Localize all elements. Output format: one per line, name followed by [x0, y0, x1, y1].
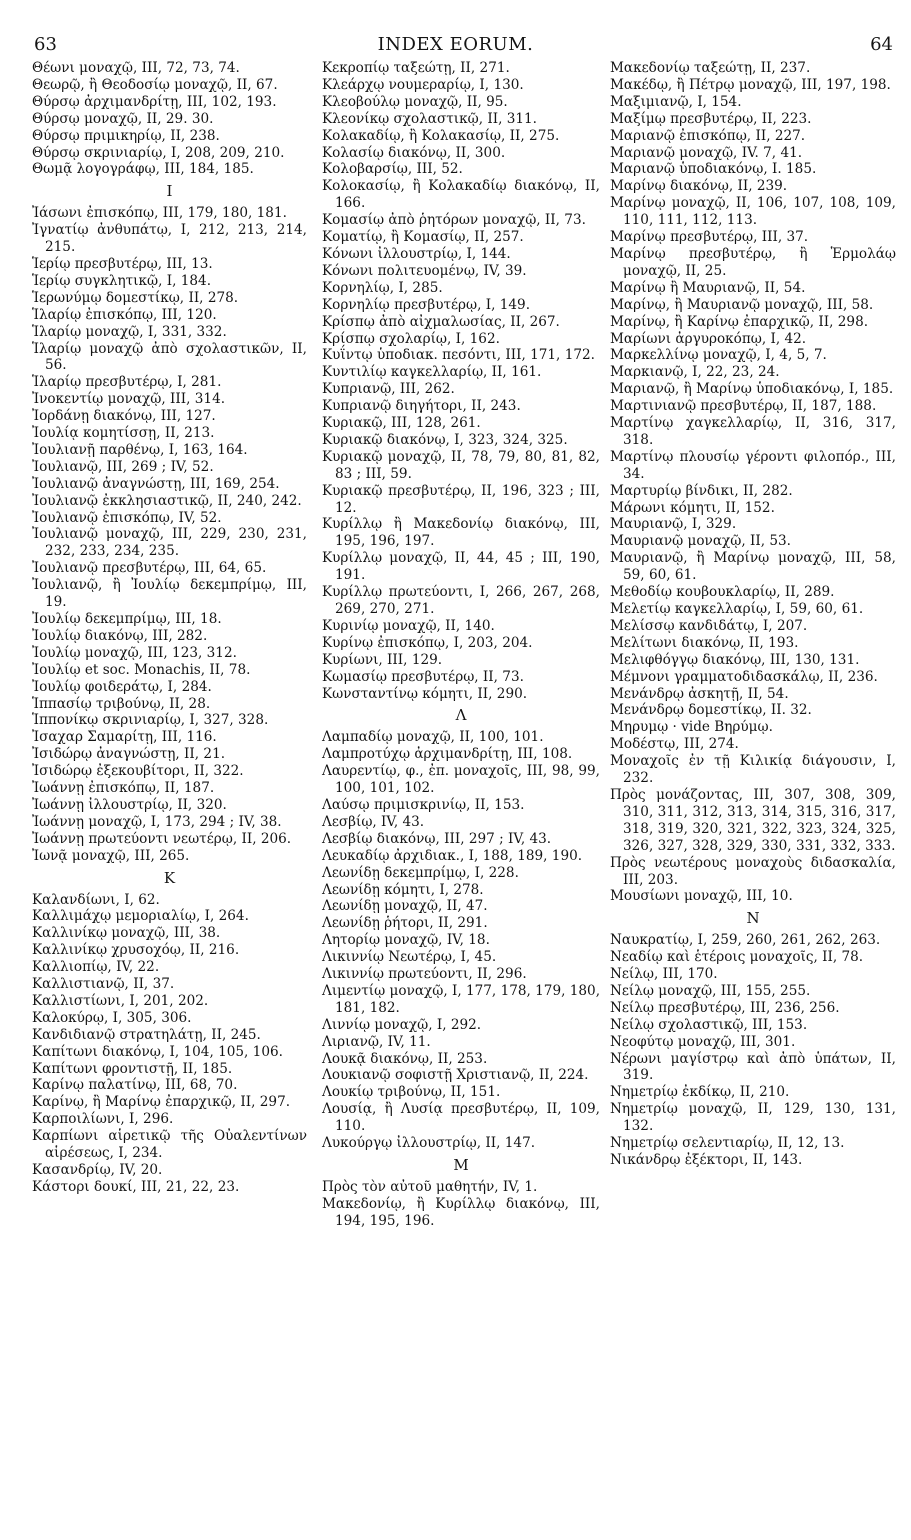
index-entry: Κλεονίκῳ σχολαστικῷ, II, 311. — [322, 110, 537, 127]
index-entry: Λεωνίδῃ κόμητι, I, 278. — [322, 881, 484, 898]
index-entry: Θύρσῳ μοναχῷ, II, 29. 30. — [32, 110, 214, 127]
index-entry: Νημετρίῳ ἐκδίκῳ, II, 210. — [610, 1084, 790, 1101]
index-entry: Ἰουλιανῷ πρεσβυτέρῳ, III, 64, 65. — [32, 560, 267, 577]
index-entry: Κλεάρχῳ νουμεραρίῳ, I, 130. — [322, 76, 524, 93]
index-entry: Κορνηλίῳ πρεσβυτέρῳ, I, 149. — [322, 296, 531, 313]
index-entry: Ἰωνᾷ μοναχῷ, III, 265. — [32, 847, 190, 864]
index-entry: Μαρίνῳ πρεσβυτέρῳ, ἢ Ἑρμολάῳ μοναχῷ, II, 25. — [610, 245, 896, 279]
index-entry: Μαξίμῳ πρεσβυτέρῳ, II, 223. — [610, 110, 812, 127]
index-entry: Μαριανῷ μοναχῷ, IV. 7, 41. — [610, 144, 803, 161]
index-entry: Καλλιοπίῳ, IV, 22. — [32, 959, 160, 976]
index-entry: Ἱλαρίῳ ἐπισκόπῳ, III, 120. — [32, 306, 217, 323]
index-entry: Νεαδίῳ καὶ ἑτέροις μοναχοῖς, II, 78. — [610, 949, 864, 966]
index-entry: Κασανδρίῳ, IV, 20. — [32, 1162, 163, 1178]
running-head — [0, 0, 911, 60]
index-entry: Λεωνίδῃ μοναχῷ, II, 47. — [322, 898, 488, 915]
index-entry: Κυρίωνι, III, 129. — [322, 651, 443, 668]
index-column-2 — [322, 60, 600, 1230]
index-entry: Μακεδονίῳ, ἢ Κυρίλλῳ διακόνῳ, III, 194, 195, 196. — [322, 1195, 600, 1229]
index-entry: Ἱππασίῳ τριβούνῳ, II, 28. — [32, 695, 211, 712]
index-entry: Κολοβαρσίῳ, III, 52. — [322, 161, 463, 178]
index-entry: Μακεδονίῳ ταξεώτῃ, II, 237. — [610, 60, 811, 76]
index-entry: Λουσίᾳ, ἢ Λυσίᾳ πρεσβυτέρῳ, II, 109, 110. — [322, 1101, 600, 1135]
index-entry: Νείλῳ σχολαστικῷ, III, 153. — [610, 1016, 808, 1033]
index-entry: Ἰουλίῳ διακόνῳ, III, 282. — [32, 627, 208, 644]
index-entry: Λουκίῳ τριβούνῳ, II, 151. — [322, 1084, 501, 1101]
index-entry: Κόνωνι ἰλλουστρίῳ, I, 144. — [322, 245, 511, 262]
index-entry: Μαρτυρίῳ βίνδικι, II, 282. — [610, 482, 793, 499]
index-entry: Μηρυμῳ · vide Βηρύμῳ. — [610, 719, 773, 736]
letter-heading: I — [166, 182, 173, 201]
index-entry: Κυπριανῷ, III, 262. — [322, 381, 455, 398]
index-entry: Μουσίωνι μοναχῷ, III, 10. — [610, 888, 793, 905]
index-entry: Μαρτινιανῷ πρεσβυτέρῳ, II, 187, 188. — [610, 398, 877, 415]
index-entry: Μαυριανῷ μοναχῷ, II, 53. — [610, 533, 791, 550]
index-entry: Ἱλαρίῳ μοναχῷ, I, 331, 332. — [32, 323, 227, 340]
index-entry: Κυρινίῳ μοναχῷ, II, 140. — [322, 617, 495, 634]
index-entry: Ἰωάννῃ ἐπισκόπῳ, II, 187. — [32, 780, 215, 797]
index-entry: Λιριανῷ, IV, 11. — [322, 1033, 431, 1050]
index-entry: Μαρκιανῷ, I, 22, 23, 24. — [610, 364, 780, 381]
index-entry: Λευκαδίῳ ἀρχιδιακ., I, 188, 189, 190. — [322, 847, 583, 864]
index-entry: Νικάνδρῳ ἐξέκτορι, II, 143. — [610, 1152, 803, 1168]
index-entry: Κλεοβούλῳ μοναχῷ, II, 95. — [322, 93, 508, 110]
index-entry: Μαρτίνῳ χαγκελλαρίῳ, II, 316, 317, 318. — [610, 415, 896, 448]
index-entry: Μελίτωνι διακόνῳ, II, 193. — [610, 634, 799, 651]
index-entry: Καλανδίωνι, I, 62. — [32, 891, 160, 908]
index-entry: Μαυριανῷ, ἢ Μαρίνῳ μοναχῷ, III, 58, 59, 60, 61. — [610, 550, 896, 584]
index-entry: Ἰσαχαρ Σαμαρίτῃ, III, 116. — [32, 729, 217, 746]
index-entry: Μέμνονι γραμματοδιδασκάλῳ, II, 236. — [610, 668, 878, 685]
index-entry: Λεσβίῳ διακόνῳ, III, 297 ; IV, 43. — [322, 830, 552, 847]
index-entry: Λικιννίῳ Νεωτέρῳ, I, 45. — [322, 949, 497, 966]
index-entry: Μοδέστῳ, III, 274. — [610, 736, 739, 753]
index-entry: Μαρίνῳ πρεσβυτέρῳ, III, 37. — [610, 229, 809, 246]
index-entry: Ἰουλίῳ δεκεμπρίμῳ, III, 18. — [32, 611, 222, 627]
letter-heading: K — [163, 868, 176, 887]
index-entry: Ἱερωνύμῳ δομεστίκῳ, II, 278. — [32, 289, 239, 306]
index-entry: Ἰουλιανῷ μοναχῷ, III, 229, 230, 231, 232, 233, 234, 235. — [32, 526, 307, 560]
index-entry: Μενάνδρῳ ἀσκητῇ, II, 54. — [610, 685, 789, 702]
index-entry: Λικιννίῳ πρωτεύοντι, II, 296. — [322, 966, 527, 983]
index-entry: Θύρσῳ ἀρχιμανδρίτῃ, III, 102, 193. — [32, 93, 277, 110]
index-entry: Μελετίῳ καγκελλαρίῳ, I, 59, 60, 61. — [610, 601, 864, 617]
index-entry: Κανδιδιανῷ στρατηλάτῃ, II, 245. — [32, 1026, 261, 1043]
index-entry: Μενάνδρῳ δομεστίκῳ, II. 32. — [610, 702, 812, 719]
index-entry: Κυρίνῳ ἐπισκόπῳ, I, 203, 204. — [322, 634, 533, 651]
index-entry: Λεσβίῳ, IV, 43. — [322, 813, 425, 830]
index-entry: Μαρίνῳ, ἢ Καρίνῳ ἐπαρχικῷ, II, 298. — [610, 313, 869, 330]
index-entry: Μαυριανῷ, I, 329. — [610, 516, 737, 533]
index-entry: Ἰνοκεντίῳ μοναχῷ, III, 314. — [32, 391, 226, 408]
index-entry: Νημετρίῳ σελεντιαρίῳ, II, 12, 13. — [610, 1135, 845, 1152]
index-entry: Νημετρίῳ μοναχῷ, II, 129, 130, 131, 132. — [610, 1101, 896, 1135]
index-entry: Κόνωνι πολιτευομένῳ, IV, 39. — [322, 262, 527, 279]
index-entry: Ἰουλιανῷ, III, 269 ; IV, 52. — [32, 458, 214, 475]
index-entry: Μαρίωνι ἀργυροκόπῳ, I, 42. — [610, 330, 807, 347]
index-entry: Μαρτίνῳ πλουσίῳ γέροντι φιλοπόρ., III, 34. — [610, 448, 896, 482]
index-entry: Θύρσῳ σκρινιαρίῳ, I, 208, 209, 210. — [32, 144, 285, 161]
index-entry: Καλλιστιανῷ, II, 37. — [32, 976, 175, 993]
index-entry: Καλοκύρῳ, I, 305, 306. — [32, 1009, 192, 1026]
index-entry: Κυΐντῳ ὑποδιακ. πεσόντι, III, 171, 172. — [322, 347, 595, 364]
index-entry: Ἰγνατίῳ ἀνθυπάτῳ, I, 212, 213, 214, 215. — [32, 222, 307, 256]
index-entry: Λεωνίδῃ ῥήτορι, II, 291. — [322, 915, 488, 932]
letter-heading: Λ — [455, 706, 467, 725]
index-entry: Λαύσῳ πριμισκρινίῳ, II, 153. — [322, 796, 525, 813]
index-entry: Νείλῳ πρεσβυτέρῳ, III, 236, 256. — [610, 999, 840, 1016]
index-entry: Μελιφθόγγῳ διακόνῳ, III, 130, 131. — [610, 651, 860, 668]
index-entry: Θέωνι μοναχῷ, III, 72, 73, 74. — [32, 60, 240, 76]
index-entry: Λουκᾷ διακόνῳ, II, 253. — [322, 1050, 488, 1067]
index-entry: Νείλῳ μοναχῷ, III, 155, 255. — [610, 982, 811, 999]
index-entry: Ἰουλίῳ μοναχῷ, III, 123, 312. — [32, 644, 237, 661]
index-entry: Κυρίλλῳ πρωτεύοντι, I, 266, 267, 268, 269, 270, 271. — [322, 584, 600, 617]
index-entry: Μακέδῳ, ἢ Πέτρῳ μοναχῷ, III, 197, 198. — [610, 76, 891, 93]
index-entry: Κρίσπῳ σχολαρίῳ, I, 162. — [322, 330, 500, 347]
index-entry: Καπίτωνι φροντιστῇ, II, 185. — [32, 1060, 233, 1077]
index-entry: Κεκροπίῳ ταξεώτῃ, II, 271. — [322, 60, 510, 76]
index-entry: Μάρωνι κόμητι, II, 152. — [610, 499, 775, 516]
index-entry: Ἱλαρίῳ πρεσβυτέρῳ, I, 281. — [32, 374, 222, 391]
index-entry: Μεθοδίῳ κουβουκλαρίῳ, II, 289. — [610, 584, 835, 601]
page-title: INDEX EORUM. — [377, 34, 534, 55]
letter-heading: N — [746, 909, 760, 928]
index-entry: Ἰουλιανῷ, ἢ Ἰουλίῳ δεκεμπρίμῳ, III, 19. — [32, 577, 307, 611]
index-entry: Κυπριανῷ διηγήτορι, II, 243. — [322, 398, 521, 415]
index-entry: Κυντιλίῳ καγκελλαρίῳ, II, 161. — [322, 364, 542, 381]
index-column-3 — [610, 60, 896, 1169]
index-entry: Λαμπροτύχῳ ἀρχιμανδρίτῃ, III, 108. — [322, 746, 573, 763]
index-entry: Καλλινίκῳ χρυσοχόῳ, II, 216. — [32, 942, 240, 959]
index-entry: Ἰουλιανῇ παρθένῳ, I, 163, 164. — [32, 441, 248, 458]
index-entry: Κοματίῳ, ἢ Κομασίῳ, II, 257. — [322, 229, 524, 246]
index-entry: Ἰουλίῳ φοιδεράτῳ, I, 284. — [32, 678, 212, 695]
index-entry: Κολασίῳ διακόνῳ, II, 300. — [322, 144, 506, 161]
index-entry: Καλλιστίωνι, I, 201, 202. — [32, 992, 209, 1009]
index-entry: Λαυρεντίῳ, φ., ἐπ. μοναχοῖς, III, 98, 99, 100, 101, 102. — [322, 763, 600, 797]
index-entry: Νεοφύτῳ μοναχῷ, III, 301. — [610, 1033, 796, 1050]
index-entry: Καπίτωνι διακόνῳ, I, 104, 105, 106. — [32, 1043, 283, 1060]
index-entry: Μοναχοῖς ἐν τῇ Κιλικίᾳ διάγουσιν, I, 232. — [610, 753, 896, 787]
index-entry: Πρὸς μονάζοντας, III, 307, 308, 309, 310, 311, 312, 313, 314, 315, 316, 317, 318, 319, 320, 321, 322, 323, 324, 325, 326, 327, 328, 329, 330, 331, 332, 333. — [610, 786, 896, 854]
index-entry: Κορνηλίῳ, I, 285. — [322, 279, 443, 296]
index-entry: Λαμπαδίῳ μοναχῷ, II, 100, 101. — [322, 729, 544, 746]
index-entry: Μαριανῷ ὑποδιακόνῳ, I. 185. — [610, 161, 817, 178]
index-entry: Ἰωάννῃ πρωτεύοντι νεωτέρῳ, II, 206. — [32, 830, 292, 847]
index-entry: Ἱερίῳ συγκλητικῷ, I, 184. — [32, 272, 212, 289]
index-entry: Ἰουλίῳ et soc. Monachis, II, 78. — [32, 661, 251, 678]
index-entry: Ἱλαρίῳ μοναχῷ ἀπὸ σχολαστικῶν, II, 56. — [32, 340, 307, 374]
index-entry: Καρίνῳ παλατίνῳ, III, 68, 70. — [32, 1077, 238, 1094]
page-number-right: 64 — [870, 34, 893, 55]
index-entry: Θεωρῷ, ἢ Θεοδοσίῳ μοναχῷ, II, 67. — [32, 76, 278, 93]
index-entry: Ἰορδάνῃ διακόνῳ, III, 127. — [32, 408, 216, 425]
index-entry: Μαρίνῳ, ἢ Μαυριανῷ μοναχῷ, III, 58. — [610, 296, 874, 313]
index-entry: Πρὸς νεωτέρους μοναχοὺς διδασκαλία, III, 203. — [610, 854, 896, 888]
index-entry: Θωμᾷ λογογράφῳ, III, 184, 185. — [32, 161, 254, 178]
index-entry: Λιννίῳ μοναχῷ, I, 292. — [322, 1016, 482, 1033]
index-entry: Κυρίλλῳ μοναχῷ, II, 44, 45 ; III, 190, 191. — [322, 550, 600, 584]
index-entry: Ἰωάννῃ μοναχῷ, I, 173, 294 ; IV, 38. — [32, 813, 282, 830]
index-entry: Ἰουλίᾳ κομητίσσῃ, II, 213. — [32, 425, 215, 442]
index-entry: Κυρίλλῳ ἢ Μακεδονίῳ διακόνῳ, III, 195, 196, 197. — [322, 516, 600, 550]
index-entry: Ἰουλιανῷ ἀναγνώστῃ, III, 169, 254. — [32, 475, 280, 492]
index-entry: Καρποιλίωνι, I, 296. — [32, 1111, 174, 1128]
index-entry: Πρὸς τὸν αὐτοῦ μαθητήν, IV, 1. — [322, 1178, 538, 1195]
index-entry: Ἰσιδώρῳ ἐξεκουβίτορι, II, 322. — [32, 763, 244, 780]
index-entry: Ἱππονίκῳ σκρινιαρίῳ, I, 327, 328. — [32, 712, 269, 729]
index-entry: Νέρωνι μαγίστρῳ καὶ ἀπὸ ὑπάτων, II, 319. — [610, 1050, 896, 1084]
index-entry: Λεωνίδῃ δεκεμπρίμῳ, I, 228. — [322, 864, 519, 881]
index-entry: Λιμεντίῳ μοναχῷ, I, 177, 178, 179, 180, 181, 182. — [322, 982, 601, 1016]
index-entry: Κυριακῷ πρεσβυτέρῳ, II, 196, 323 ; III, 12. — [322, 482, 600, 516]
index-entry: Ἰουλιανῷ ἐπισκόπῳ, IV, 52. — [32, 509, 222, 526]
index-entry: Κολοκασίῳ, ἢ Κολακαδίῳ διακόνῳ, II, 166. — [322, 178, 600, 212]
index-entry: Κωνσταντίνῳ κόμητι, II, 290. — [322, 685, 528, 702]
index-entry: Καλλινίκῳ μοναχῷ, III, 38. — [32, 925, 221, 942]
index-entry: Λυκούργῳ ἰλλουστρίῳ, II, 147. — [322, 1135, 536, 1152]
index-entry: Μαρίνῳ ἢ Μαυριανῷ, II, 54. — [610, 279, 806, 296]
index-entry: Καρίνῳ, ἢ Μαρίνῳ ἐπαρχικῷ, II, 297. — [32, 1094, 291, 1111]
index-entry: Ἰάσωνι ἐπισκόπῳ, III, 179, 180, 181. — [32, 205, 287, 222]
page-number-left: 63 — [34, 34, 57, 55]
index-entry: Ἰωάννῃ ἰλλουστρίῳ, II, 320. — [32, 796, 227, 813]
index-entry: Κυριακῷ, III, 128, 261. — [322, 415, 481, 432]
index-entry: Κυριακῷ μοναχῷ, II, 78, 79, 80, 81, 82, 83 ; III, 59. — [322, 448, 600, 482]
index-entry: Κομασίῳ ἀπὸ ῥητόρων μοναχῷ, II, 73. — [322, 212, 586, 229]
index-entry: Θύρσῳ πριμικηρίῳ, II, 238. — [32, 127, 220, 144]
index-entry: Μαριανῷ ἐπισκόπῳ, II, 227. — [610, 127, 806, 144]
index-entry: Μαρίνῳ μοναχῷ, II, 106, 107, 108, 109, 110, 111, 112, 113. — [610, 195, 896, 229]
index-entry: Κυριακῷ διακόνῳ, I, 323, 324, 325. — [322, 431, 568, 448]
index-entry: Λητορίῳ μοναχῷ, IV, 18. — [322, 932, 490, 949]
index-entry: Ναυκρατίῳ, I, 259, 260, 261, 262, 263. — [610, 932, 881, 949]
index-entry: Μαριανῷ, ἢ Μαρίνῳ ὑποδιακόνῳ, I, 185. — [610, 381, 894, 398]
index-entry: Κολακαδίῳ, ἢ Κολακασίῳ, II, 275. — [322, 127, 560, 144]
index-entry: Μαρκελλίνῳ μοναχῷ, I, 4, 5, 7. — [610, 347, 827, 364]
index-entry: Καρπίωνι αἱρετικῷ τῆς Οὐαλεντίνων αἱρέσεως, I, 234. — [32, 1128, 307, 1162]
index-entry: Ἰουλιανῷ ἐκκλησιαστικῷ, II, 240, 242. — [32, 492, 302, 509]
index-entry: Μελίσσῳ κανδιδάτῳ, I, 207. — [610, 617, 808, 634]
index-column-1 — [32, 60, 307, 1196]
index-entry: Μαρίνῳ διακόνῳ, II, 239. — [610, 178, 788, 195]
index-entry: Κωμασίῳ πρεσβυτέρῳ, II, 73. — [322, 668, 524, 685]
index-entry: Ἰσιδώρῳ ἀναγνώστῃ, II, 21. — [32, 746, 226, 763]
index-entry: Ἱερίῳ πρεσβυτέρῳ, III, 13. — [32, 255, 213, 272]
index-entry: Κάστορι δουκί, III, 21, 22, 23. — [32, 1178, 240, 1195]
index-entry: Καλλιμάχῳ μεμοριαλίῳ, I, 264. — [32, 908, 249, 925]
letter-heading: M — [453, 1156, 469, 1174]
index-entry: Κρίσπῳ ἀπὸ αἰχμαλωσίας, II, 267. — [322, 313, 560, 330]
index-entry: Νείλῳ, III, 170. — [610, 966, 718, 983]
index-entry: Μαξιμιανῷ, I, 154. — [610, 93, 742, 110]
index-entry: Λουκιανῷ σοφιστῇ Χριστιανῷ, II, 224. — [322, 1067, 589, 1084]
